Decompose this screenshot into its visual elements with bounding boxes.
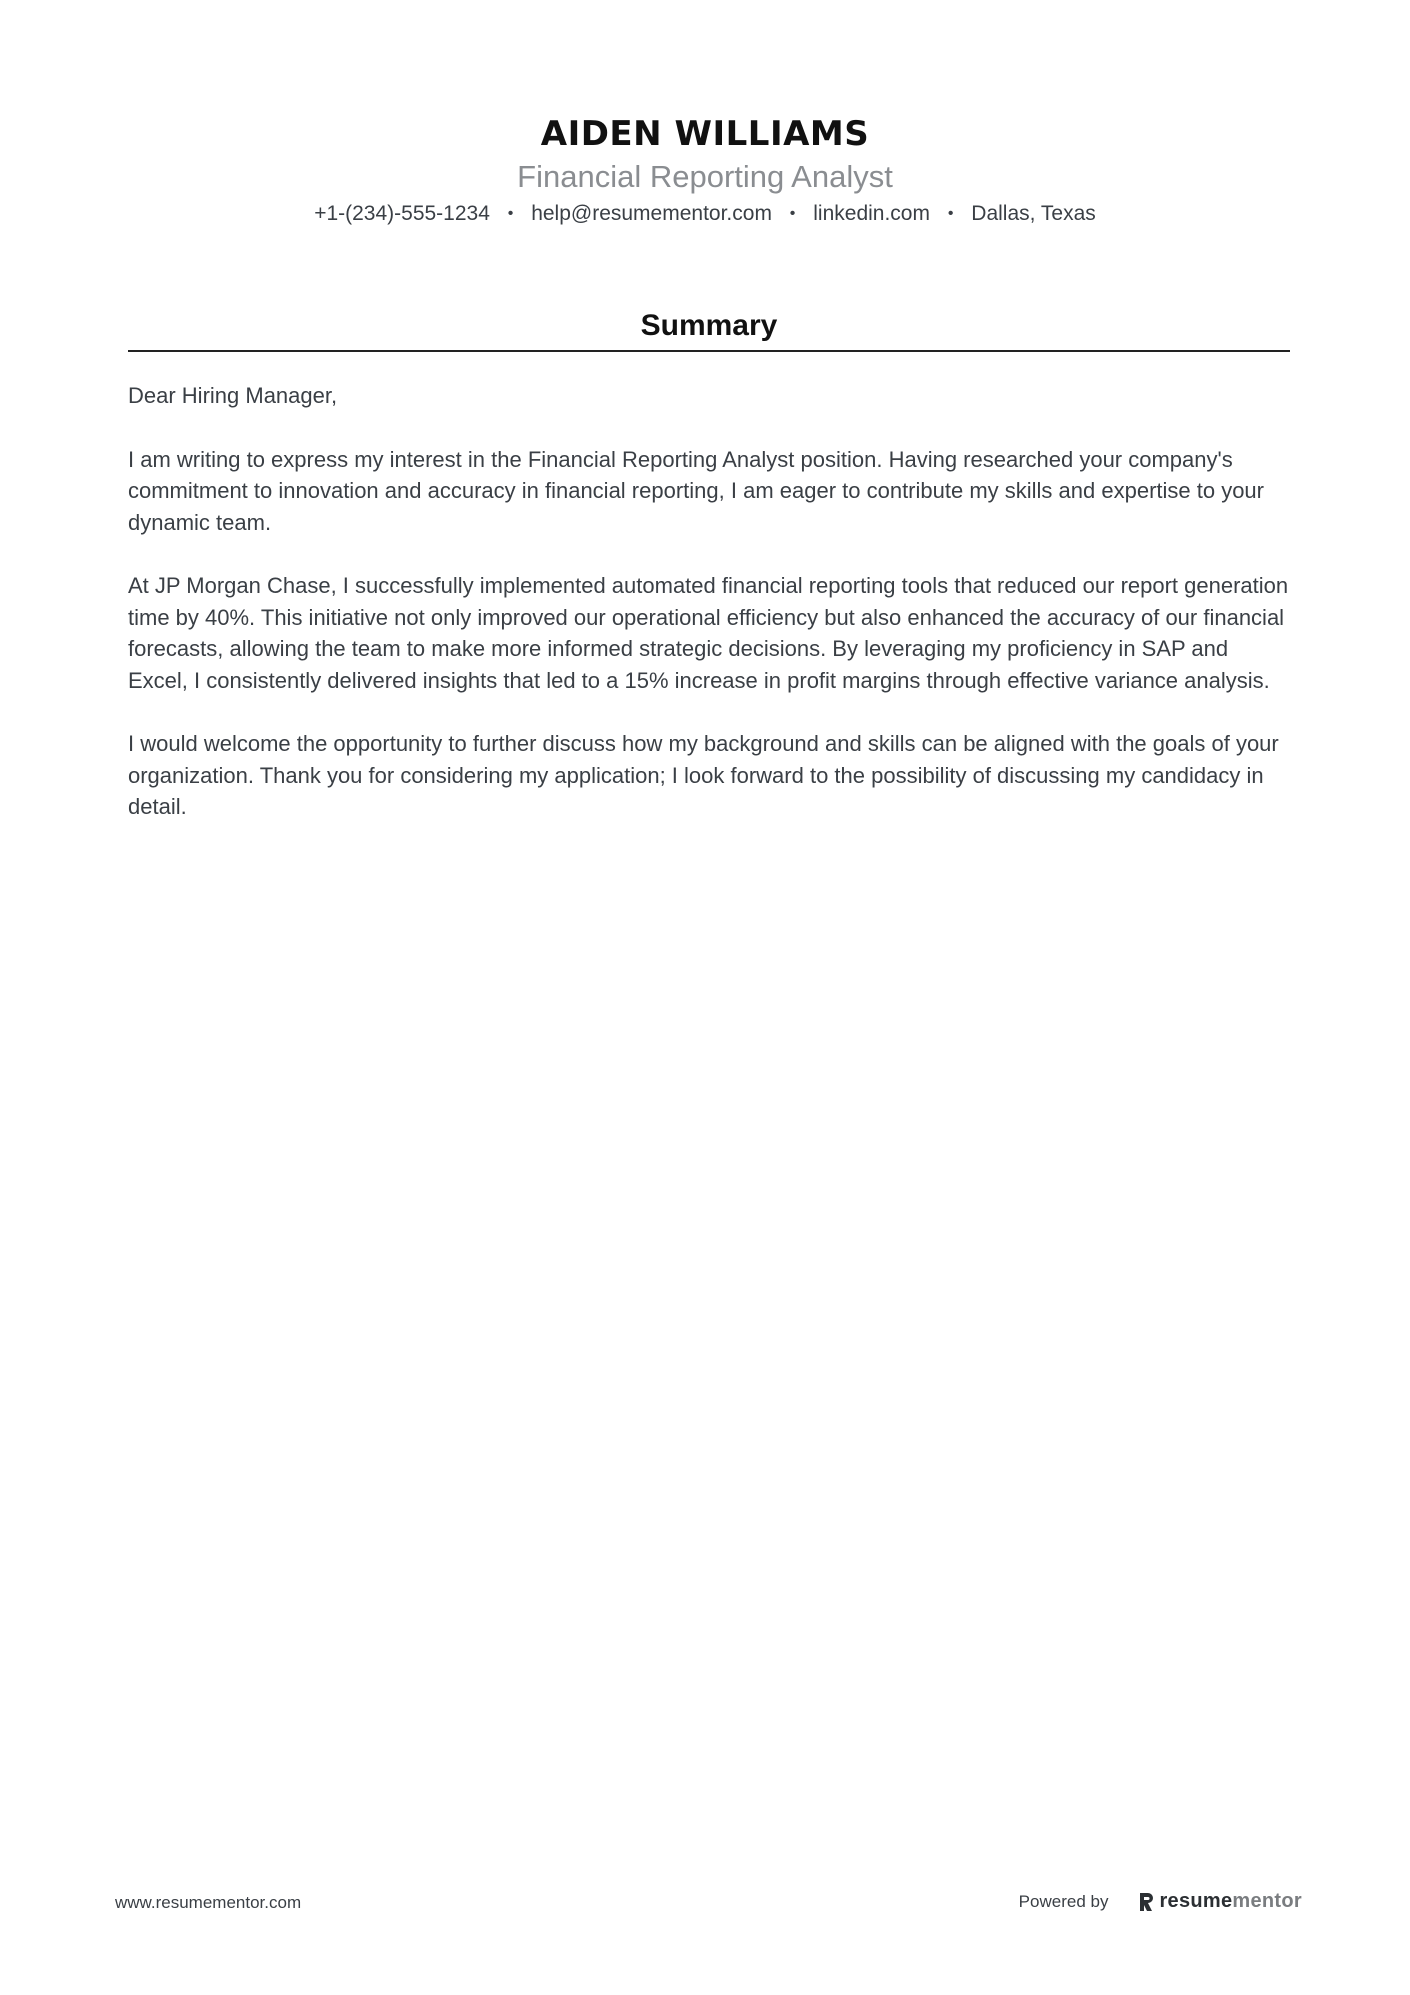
cover-letter-body — [128, 380, 1290, 823]
letter-salutation: Dear Hiring Manager, — [128, 383, 338, 408]
contact-separator: • — [947, 205, 954, 222]
contact-email[interactable]: help@resumementor.com — [531, 202, 772, 225]
resumementor-logo-icon — [1138, 1892, 1154, 1912]
powered-by-label: Powered by — [1018, 1891, 1109, 1911]
contact-line — [0, 200, 1410, 230]
brand-name-resume: resume — [1159, 1890, 1233, 1912]
letter-paragraph-intro: I am writing to express my interest in the Financial Reporting Analyst position. Having researched your company's commitment to innovation and accuracy in financial reporting, I am eager to contribute my skills and expertise to your dynamic team. — [128, 446, 1264, 535]
footer-branding — [1019, 1890, 1302, 1913]
contact-separator: • — [789, 205, 796, 222]
job-title: Financial Reporting Analyst — [517, 159, 893, 194]
footer-website[interactable]: www.resumementor.com — [115, 1893, 302, 1912]
brand-name-mentor: mentor — [1232, 1890, 1302, 1912]
section-heading-summary: Summary — [128, 306, 1290, 352]
contact-location: Dallas, Texas — [971, 202, 1096, 225]
summary-section — [128, 306, 1290, 855]
contact-separator: • — [507, 205, 514, 222]
candidate-name: AIDEN WILLIAMS — [540, 114, 870, 154]
letter-paragraph-experience: At JP Morgan Chase, I successfully implemented automated financial reporting tools that reduced our report generation time by 40%. This initiative not only improved our operational efficiency but also enhanced the accuracy of our financial forecasts, allowing the team to make more informed strategic decisions. By leveraging my proficiency in SAP and Excel, I consistently delivered insights that led to a 15% increase in profit margins through effective variance analysis. — [128, 573, 1289, 693]
contact-linkedin[interactable]: linkedin.com — [813, 202, 930, 225]
contact-phone: +1-(234)-555-1234 — [314, 202, 490, 225]
resume-header — [0, 112, 1410, 230]
brand-logo[interactable] — [1138, 1890, 1302, 1913]
letter-paragraph-closing: I would welcome the opportunity to further discuss how my background and skills can be aligned with the goals of your organization. Thank you for considering my application; I look forward to the possibility of discussing my candidacy in detail. — [128, 731, 1279, 819]
